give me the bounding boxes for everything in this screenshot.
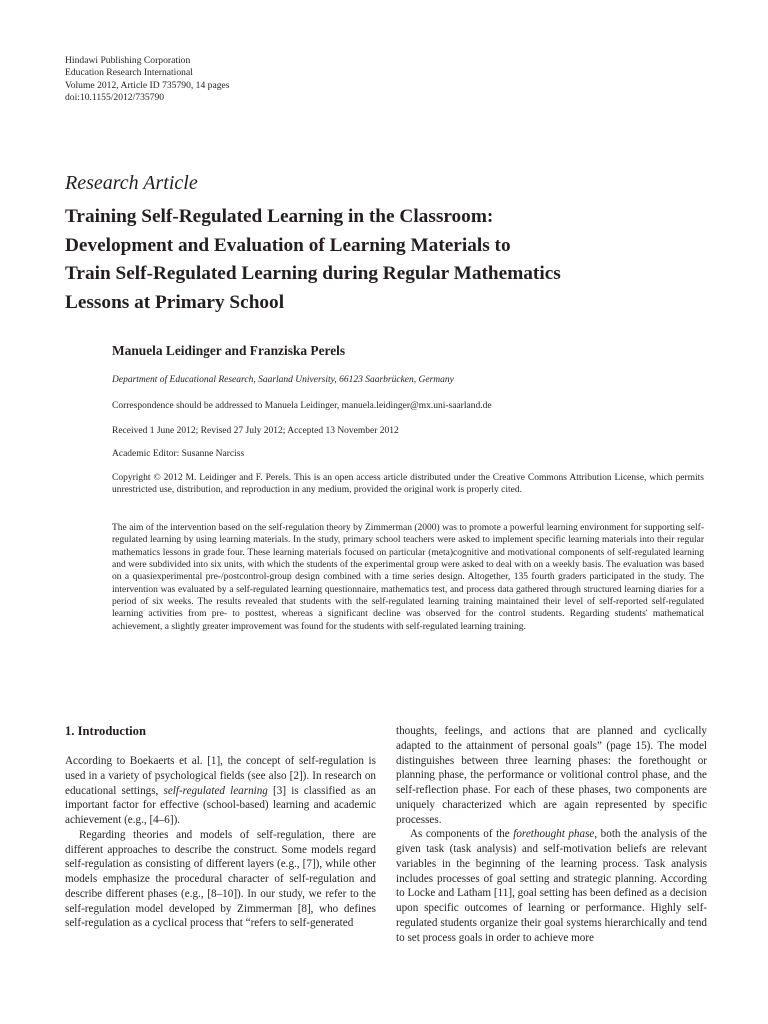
title-line: Training Self-Regulated Learning in the Classroom: (65, 206, 494, 227)
abstract: The aim of the intervention based on the self-regulation theory by Zimmerman (2000) was to promote a powerful learning environment for supporting self-regulated learning by using learning materials. In the study, primary school teachers were asked to implement specific learning materials into their regular mathematics lessons in grade four. These learning materials focused on particular (meta)cognitive and motivational components of self-regulated learning and were subdivided into six units, with which the students of the experimental group were asked to deal with on a weekly basis. The evaluation was based on a quasiexperimental pre-/postcontrol-group design combined with a time series design. Altogether, 135 fourth graders participated in the study. The intervention was evaluated by a self-regulated learning questionnaire, mathematics test, and process data gathered through structured learning diaries for a period of six weeks. The results revealed that students with the self-regulated learning training maintained their level of self-reported self-regulated learning activities from pre- to posttest, whereas a significant decline was observed for the control students. Regarding students' mathematical achievement, a slightly greater improvement was found for the students with self-regulated learning training. (112, 523, 704, 632)
correspondence-email[interactable]: manuela.leidinger@mx.uni-saarland.de (341, 401, 492, 411)
publisher-name: Hindawi Publishing Corporation (65, 55, 191, 66)
body-paragraph (65, 754, 376, 828)
paragraph-text: [3] is classified as an important factor for effective (school-based) learning and academic achievement (e.g., [4–6]). (65, 784, 376, 826)
volume-info: Volume 2012, Article ID 735790, 14 pages (65, 79, 230, 91)
article-type: Research Article (65, 172, 198, 194)
body-column-left (65, 724, 376, 931)
paragraph-text: According to Boekaerts et al. [1], the concept of self-regulation is used in a variety of psychological fields (see also [2]). In research on educational settings, (65, 755, 376, 797)
paragraph-text: , both the analysis of the given task (task analysis) and self-motivation beliefs are relevant variables in the beginning of the learning process. Task analysis includes processes of goal setting and strategic planning. According to Locke and Latham [11], goal setting has been defined as a decision upon specific outcomes of learning or performance. Highly self-regulated students organize their goal systems hierarchically and tend to set process goals in order to achieve more (396, 828, 708, 944)
affiliation: Department of Educational Research, Saarland University, 66123 Saarbrücken, Germany (112, 375, 454, 385)
doi: doi:10.1155/2012/735790 (65, 92, 165, 104)
publisher-info (65, 55, 230, 105)
body-paragraph: thoughts, feelings, and actions that are planned and cyclically adapted to the attainment of personal goals” (page 15). The model distinguishes between three learning phases: the forethought or planning phase, the performance or volitional control phase, and the self-reflection phase. For each of these phases, two components are uniquely characterized which are again represented by specific processes. (396, 725, 707, 826)
academic-editor: Academic Editor: Susanne Narciss (112, 449, 245, 459)
received-dates: Received 1 June 2012; Revised 27 July 2012; Accepted 13 November 2012 (112, 426, 399, 436)
body-column-right (396, 724, 707, 945)
correspondence (112, 400, 704, 412)
emphasis-text: self-regulated learning (163, 784, 268, 797)
body-paragraph (396, 827, 707, 945)
copyright-notice: Copyright © 2012 M. Leidinger and F. Perels. This is an open access article distributed under the Creative Commons Attribution License, which permits unrestricted use, distribution, and reproduction in any medium, provided the original work is properly cited. (112, 473, 704, 496)
paper-title (65, 203, 715, 317)
journal-name: Education Research International (65, 67, 193, 79)
body-paragraph: Regarding theories and models of self-regulation, there are different approaches to describe the construct. Some models regard self-regulation as consisting of different layers (e.g., [7]), while other models emphasize the procedural character of self-regulation and describe different phases (e.g., [8–10]). In our study, we refer to the self-regulation model developed by Zimmerman [8], who defines self-regulation as a cyclical process that “refers to self-generated (65, 828, 376, 930)
title-line: Train Self-Regulated Learning during Regular Mathematics (65, 263, 561, 285)
title-line: Lessons at Primary School (65, 291, 285, 313)
title-line: Development and Evaluation of Learning Materials to (65, 234, 511, 256)
section-heading: 1. Introduction (65, 724, 146, 738)
paragraph-text: As components of the (410, 828, 514, 841)
emphasis-text: forethought phase (513, 828, 595, 841)
authors: Manuela Leidinger and Franziska Perels (112, 343, 346, 358)
correspondence-text: Correspondence should be addressed to Manuela Leidinger, (112, 401, 342, 411)
